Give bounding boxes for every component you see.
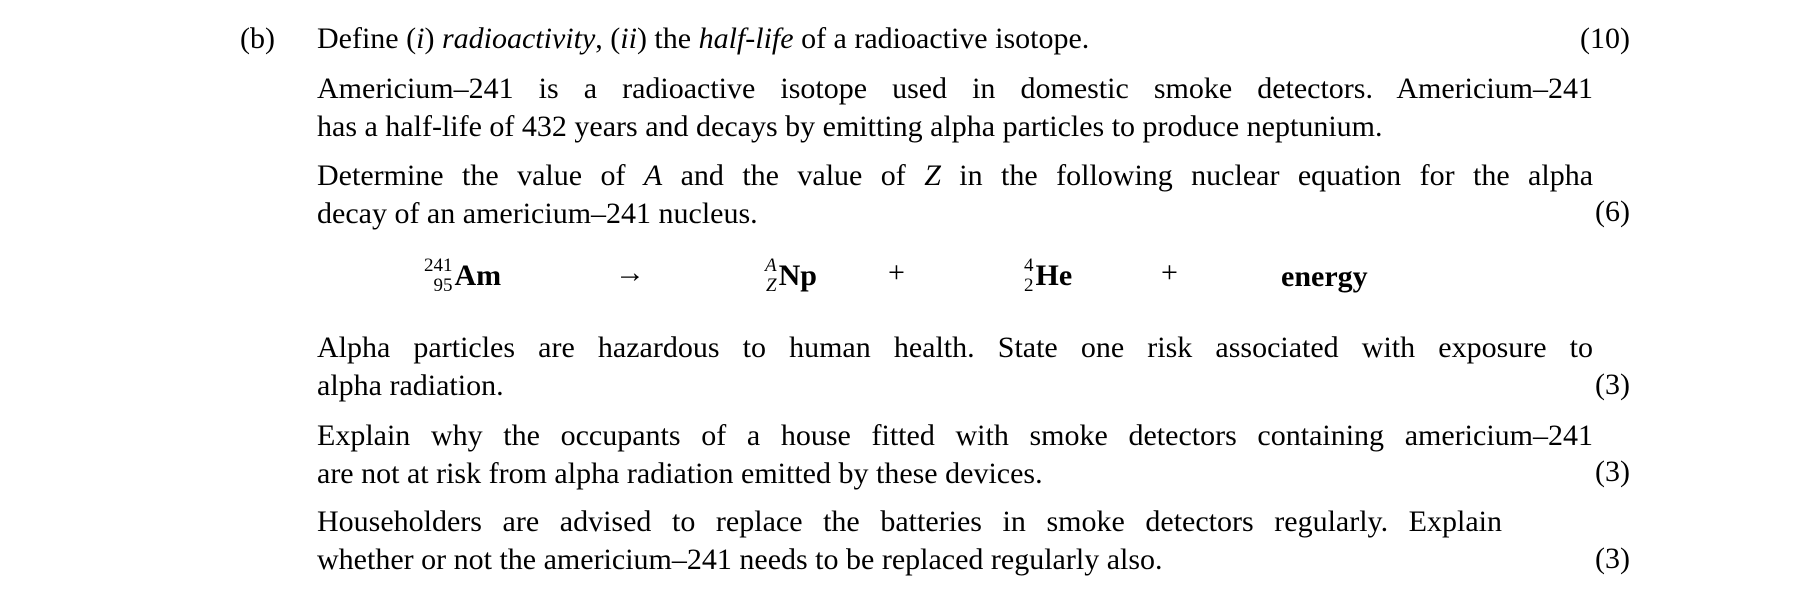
marks-q4: (3) — [1595, 455, 1630, 488]
question-alpha-risk: Alpha particles are hazardous to human health. State one risk associated with exposure to alpha radiation. — [317, 331, 1593, 402]
nuclide-americium: 241 95 Am — [424, 255, 502, 296]
question-occupants: Explain why the occupants of a house fitted with smoke detectors containing americium–241 are not at risk from alpha radiation emitted by these devices. — [317, 419, 1593, 490]
question-define: Define (i) radioactivity, (ii) the half-life of a radioactive isotope. — [317, 22, 1090, 55]
part-label: (b) — [240, 22, 275, 55]
question-determine: Determine the value of A and the value of Z in the following nuclear equation for the alpha decay of an americium–241 nucleus. — [317, 159, 1594, 230]
nuclide-helium: 4 2 He — [1024, 255, 1073, 296]
marks-q3: (3) — [1595, 368, 1630, 401]
marks-q5: (3) — [1595, 542, 1630, 575]
question-replace: Householders are advised to replace the batteries in smoke detectors regularly. Explain whether or not the americium–241 needs to be replaced regularly also. — [317, 505, 1502, 576]
nuclide-neptunium: A Z Np — [765, 255, 817, 296]
plus-sign: + — [1161, 256, 1178, 289]
reaction-arrow: → — [615, 256, 645, 289]
marks-q2: (6) — [1595, 195, 1630, 228]
energy-term: energy — [1281, 260, 1368, 293]
intro-paragraph: Americium–241 is a radioactive isotope used in domestic smoke detectors. Americium–241 has a half-life of 432 years and decays by emitting alpha particles to produce neptunium. — [317, 72, 1593, 143]
plus-sign: + — [888, 256, 905, 289]
marks-q1: (10) — [1580, 22, 1630, 55]
